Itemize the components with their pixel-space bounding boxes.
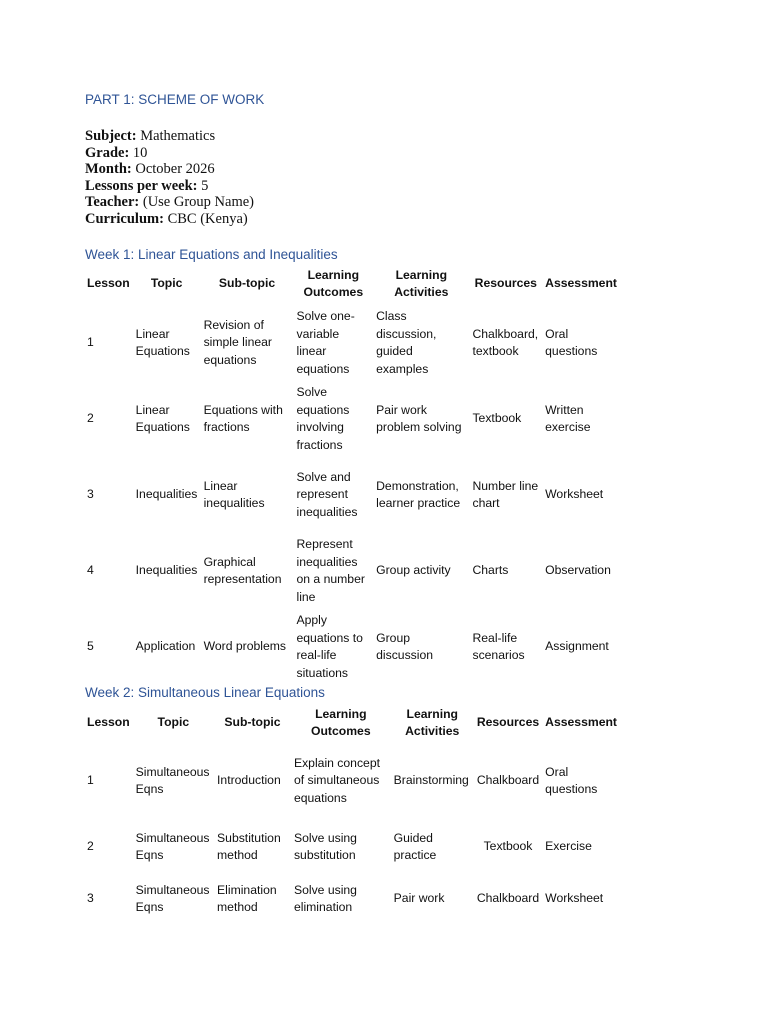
table-cell: Group discussion — [376, 630, 434, 662]
column-header: Lesson — [87, 276, 130, 291]
table-row — [84, 384, 620, 454]
table-cell: Number line chart — [472, 478, 539, 510]
table-cell: Assignment — [545, 639, 609, 654]
table-cell: 3 — [87, 487, 94, 502]
table-cell: Chalkboard — [476, 891, 540, 906]
lesson-metadata — [85, 128, 254, 228]
table-cell: 5 — [87, 639, 94, 654]
table-cell: Linear Equations — [135, 326, 190, 358]
table-cell: Graphical representation — [203, 554, 282, 586]
table-cell: Substitution method — [217, 830, 281, 862]
meta-value: Mathematics — [140, 128, 216, 144]
table-cell: 1 — [87, 773, 94, 788]
table-cell: 1 — [87, 335, 94, 350]
table-cell: Solve equations involving fractions — [296, 385, 350, 452]
table-cell: Equations with fractions — [203, 402, 283, 434]
table-row — [84, 873, 620, 925]
table-cell: Introduction — [217, 773, 281, 788]
table-cell: Simultaneous Eqns — [135, 764, 210, 796]
column-header: Sub-topic — [224, 715, 281, 730]
table-cell: Chalkboard, textbook — [472, 326, 539, 358]
meta-label: Month: — [85, 161, 132, 178]
meta-label: Curriculum: — [85, 210, 164, 227]
table-cell: Worksheet — [545, 487, 604, 502]
column-header: Topic — [150, 276, 183, 291]
meta-teacher — [85, 194, 254, 211]
meta-value: October 2026 — [135, 161, 215, 178]
meta-label: Lessons per week: — [85, 177, 198, 194]
table-cell: Simultaneous Eqns — [135, 830, 210, 862]
meta-subject — [85, 128, 254, 145]
table-cell: Demonstration, learner practice — [376, 478, 461, 510]
column-header: Learning Activities — [394, 267, 449, 299]
column-header: Resources — [474, 276, 537, 291]
table-cell: Solve and represent inequalities — [296, 469, 358, 519]
table-cell: Oral questions — [545, 764, 598, 796]
meta-value: CBC (Kenya) — [167, 210, 248, 227]
meta-month — [85, 161, 254, 178]
meta-value: 10 — [132, 144, 148, 161]
meta-value: (Use Group Name) — [142, 194, 254, 211]
column-header: Lesson — [87, 715, 130, 730]
meta-label: Subject: — [85, 128, 137, 144]
table-cell: Oral questions — [545, 326, 598, 358]
table-cell: 2 — [87, 411, 94, 426]
table-cell: Written exercise — [545, 402, 591, 434]
table-cell: 3 — [87, 891, 94, 906]
table-cell: Real-life scenarios — [472, 630, 525, 662]
table-cell: Elimination method — [217, 882, 277, 914]
table-cell: Linear Equations — [135, 402, 190, 434]
table-cell: Linear inequalities — [203, 478, 265, 510]
meta-value: 5 — [201, 177, 209, 194]
table-cell: Solve using substitution — [293, 830, 357, 862]
column-header: Sub-topic — [218, 276, 276, 291]
column-header: Assessment — [545, 276, 617, 291]
table-cell: Revision of simple linear equations — [203, 317, 272, 367]
column-header: Learning Activities — [405, 706, 460, 738]
table-cell: Inequalities — [135, 487, 198, 502]
column-header: Assessment — [545, 715, 617, 730]
meta-curriculum — [85, 211, 254, 228]
table-cell: Class discussion, guided examples — [376, 309, 437, 376]
week2-table — [84, 705, 620, 925]
table-cell: Chalkboard — [476, 773, 540, 788]
table-cell: Apply equations to real-life situations — [296, 613, 363, 680]
meta-grade — [85, 145, 254, 162]
table-cell: Word problems — [203, 639, 286, 654]
table-cell: Charts — [472, 563, 509, 578]
meta-lessons-per-week — [85, 178, 254, 195]
table-cell: Guided practice — [393, 830, 437, 862]
table-cell: Worksheet — [545, 891, 604, 906]
column-header: Topic — [157, 715, 190, 730]
table-row — [84, 741, 620, 821]
column-header: Learning Outcomes — [303, 267, 364, 299]
table-cell: Application — [135, 639, 196, 654]
meta-label: Grade: — [85, 144, 130, 161]
table-cell: Pair work problem solving — [376, 402, 462, 434]
table-cell: 4 — [87, 563, 94, 578]
column-header: Learning Outcomes — [311, 706, 371, 738]
table-cell: Exercise — [545, 839, 592, 854]
week2-title: Week 2: Simultaneous Linear Equations — [85, 685, 325, 700]
week1-table — [84, 266, 620, 688]
meta-label: Teacher: — [85, 194, 140, 211]
table-row — [84, 821, 620, 873]
table-cell: Brainstorming — [393, 773, 469, 788]
table-cell: Pair work — [393, 891, 445, 906]
week1-title: Week 1: Linear Equations and Inequalities — [85, 247, 338, 262]
table-cell: Represent inequalities on a number line — [296, 537, 365, 604]
table-row — [84, 302, 620, 384]
table-cell: 2 — [87, 839, 94, 854]
table-header-row — [84, 266, 620, 302]
table-cell: Simultaneous Eqns — [135, 882, 210, 914]
table-cell: Inequalities — [135, 563, 198, 578]
column-header: Resources — [476, 715, 540, 730]
table-row — [84, 454, 620, 536]
table-row — [84, 606, 620, 688]
table-row — [84, 536, 620, 606]
table-cell: Textbook — [483, 839, 533, 854]
table-cell: Solve using elimination — [293, 882, 357, 914]
table-cell: Group activity — [376, 563, 451, 578]
table-cell: Explain concept of simultaneous equations — [293, 755, 380, 805]
part-title: PART 1: SCHEME OF WORK — [85, 92, 265, 107]
table-cell: Textbook — [472, 411, 522, 426]
table-header-row — [84, 705, 620, 741]
table-cell: Observation — [545, 563, 611, 578]
table-cell: Solve one-variable linear equations — [296, 309, 355, 376]
